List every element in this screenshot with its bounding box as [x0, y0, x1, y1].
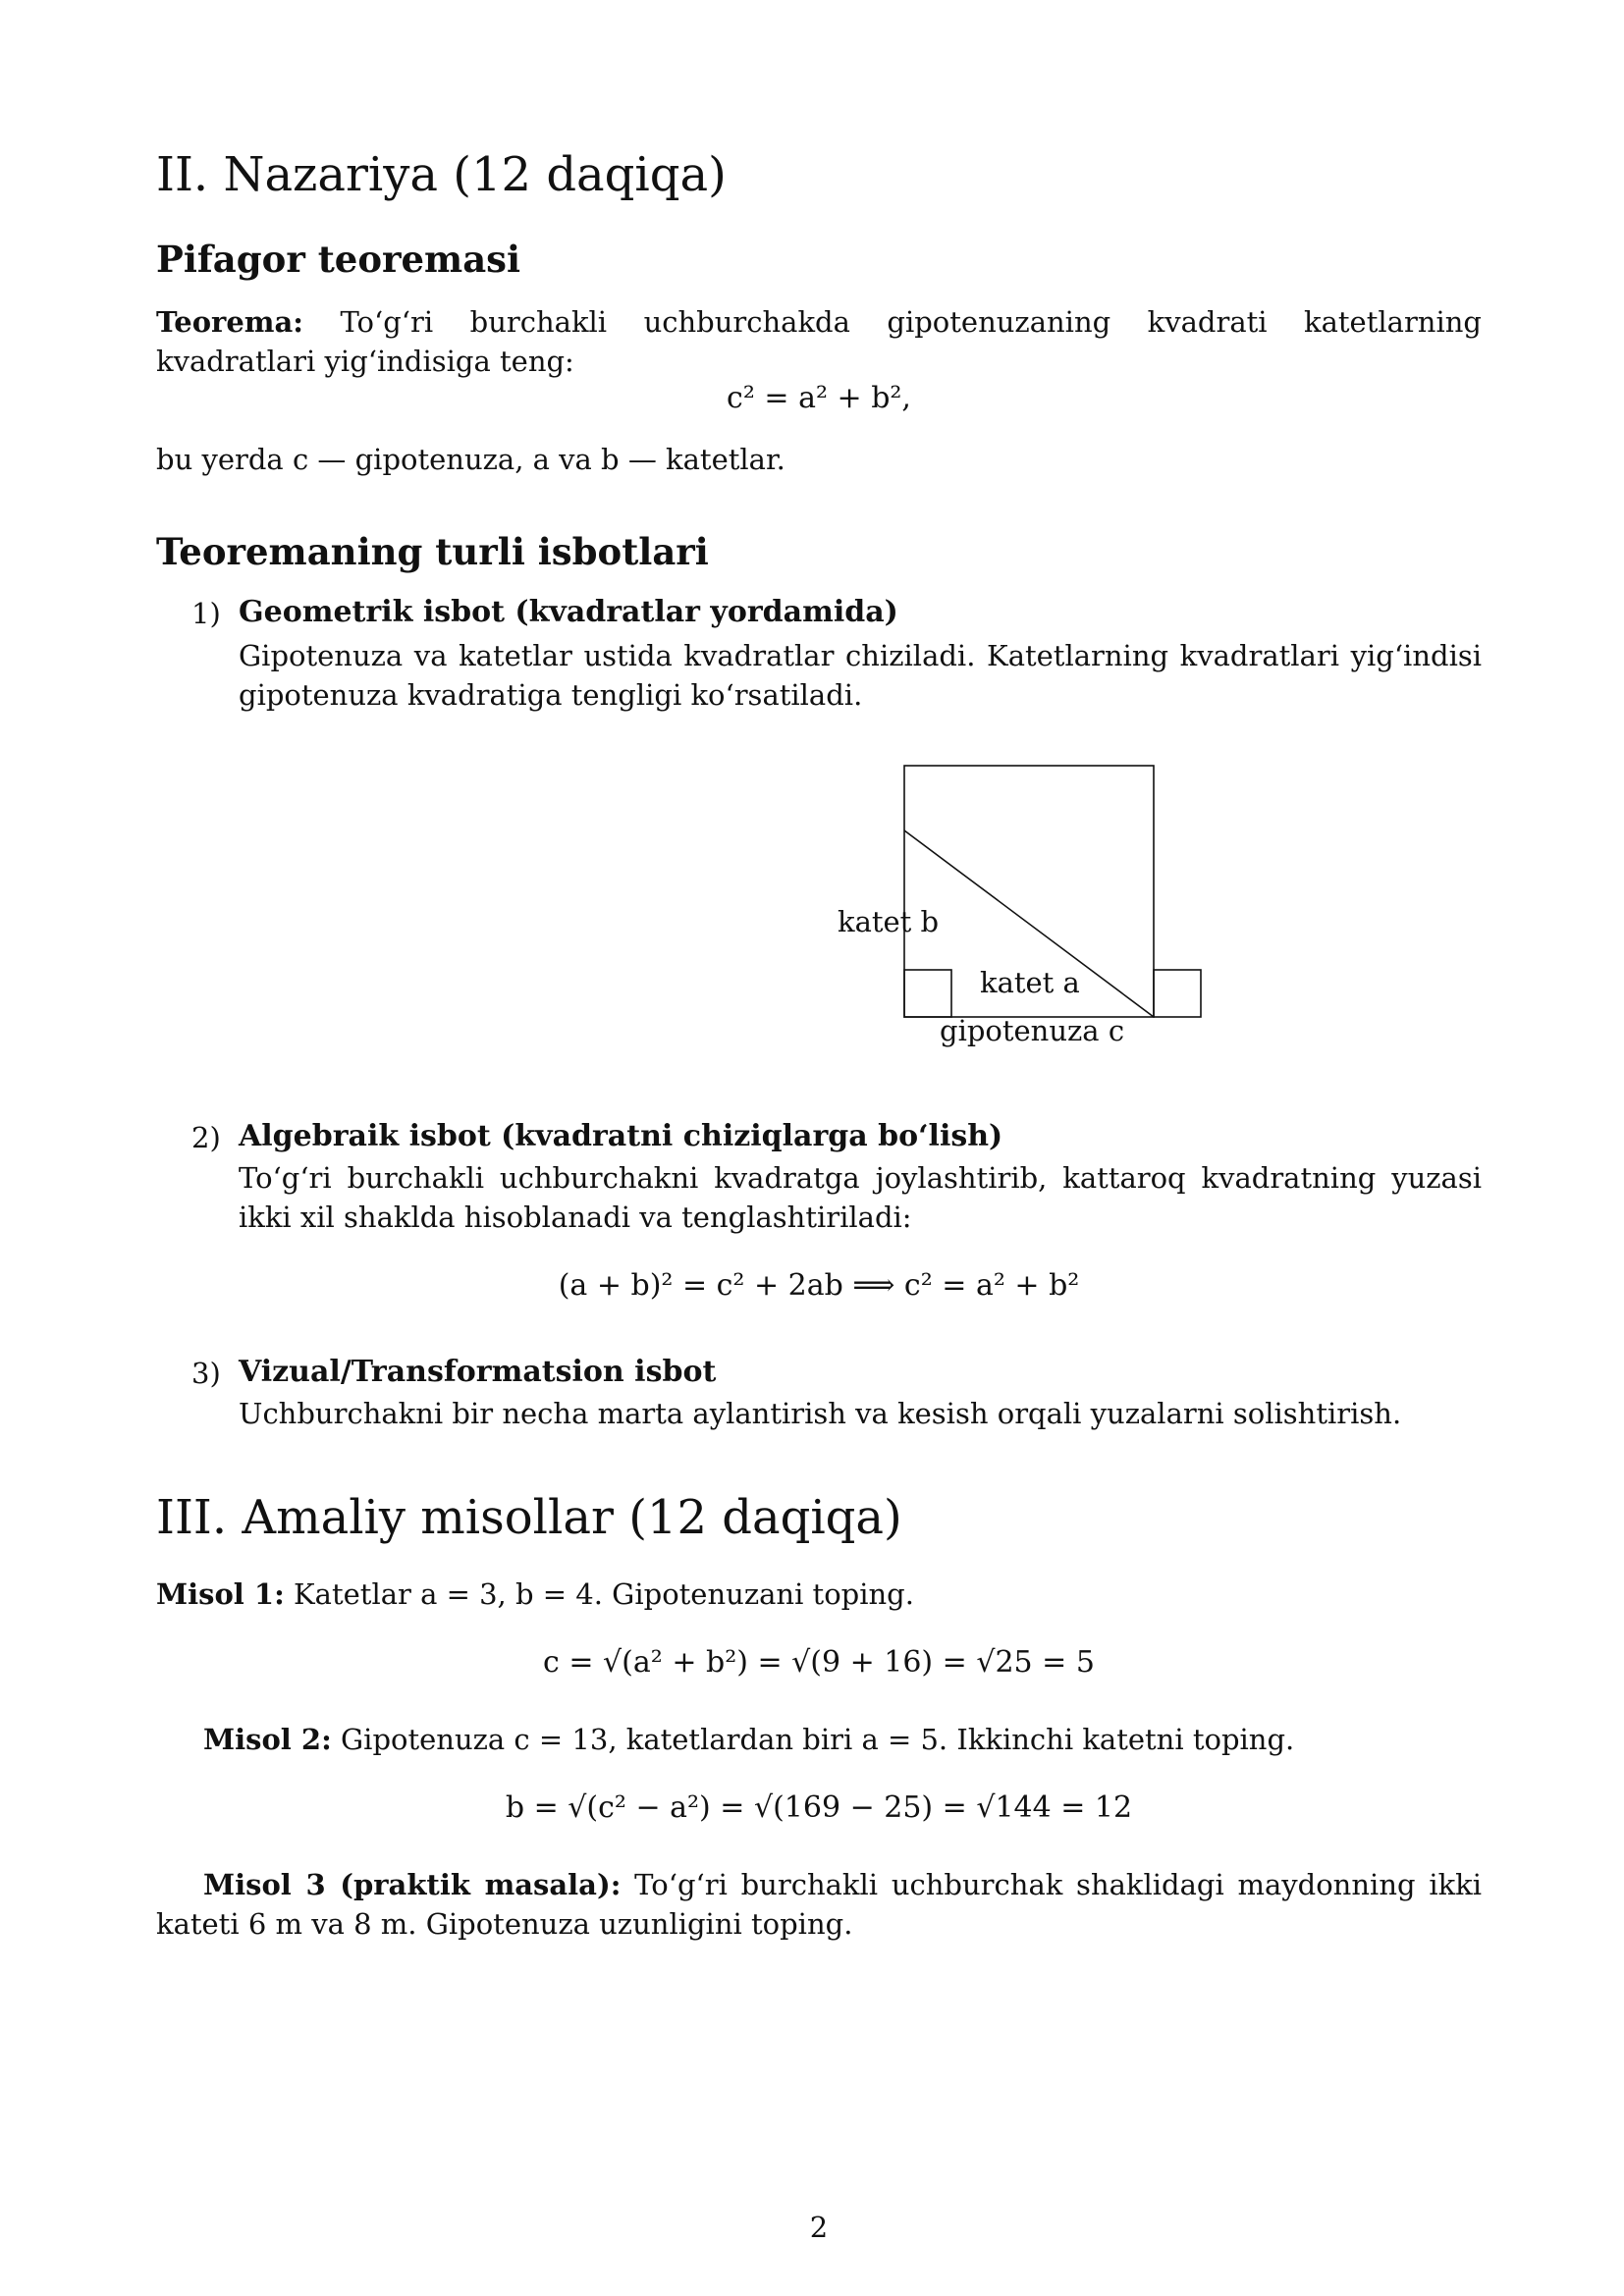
item-3-text: Uchburchakni bir necha marta aylantirish va kesish orqali yuzalarni solishtirish.: [239, 1397, 1402, 1430]
example-2-paragraph: [203, 1720, 1482, 1759]
example-3-label: Misol 3 (praktik masala):: [203, 1868, 622, 1901]
label-katet-a: katet a: [980, 966, 1080, 999]
subsection-proofs-title: Teoremaning turli isbotlari: [156, 530, 709, 573]
subsection-pythagoras-title: Pifagor teoremasi: [156, 238, 521, 281]
item-1-number: 1): [191, 597, 221, 630]
small-square-right: [1154, 970, 1201, 1017]
example-2-text: Gipotenuza c = 13, katetlardan biri a = 5. Ikkinchi katetni toping.: [341, 1723, 1295, 1756]
example-1-text: Katetlar a = 3, b = 4. Gipotenuzani toping.: [294, 1577, 914, 1611]
document-page: [156, 0, 1482, 2296]
page-number: 2: [809, 2211, 829, 2244]
item-2-number: 2): [191, 1121, 221, 1154]
item-2-title: Algebraik isbot (kvadratni chiziqlarga bo‘lish): [239, 1119, 1003, 1153]
where-paragraph: bu yerda c — gipotenuza, a va b — katetlar.: [156, 443, 785, 476]
theorem-label: Teorema:: [156, 305, 303, 339]
item-1-text: Gipotenuza va katetlar ustida kvadratlar chiziladi. Katetlarning kvadratlari yig‘indisi gipotenuza kvadratiga tengligi ko‘rsatiladi.: [239, 639, 1482, 712]
example-3-paragraph: [156, 1865, 1482, 1944]
small-square-left: [904, 970, 951, 1017]
theorem-formula: c² = a² + b²,: [727, 381, 911, 415]
item-3-title: Vizual/Transformatsion isbot: [239, 1355, 717, 1389]
theorem-paragraph: [156, 302, 1482, 381]
example-3-text: To‘g‘ri burchakli uchburchak shaklidagi maydonning ikki kateti 6 m va 8 m. Gipotenuza uzunligini toping.: [156, 1868, 1483, 1941]
section-2-title: II. Nazariya (12 daqiqa): [156, 147, 727, 202]
example-2-label: Misol 2:: [203, 1723, 332, 1756]
example-2-formula: b = √(c² − a²) = √(169 − 25) = √144 = 12: [505, 1790, 1133, 1825]
example-1-paragraph: [156, 1575, 1482, 1614]
theorem-text: To‘g‘ri burchakli uchburchakda gipotenuzaning kvadrati katetlarning kvadratlari yig‘indisiga teng:: [156, 305, 1482, 378]
section-3-title: III. Amaliy misollar (12 daqiqa): [156, 1490, 902, 1545]
pythagoras-diagram: [667, 756, 1217, 1060]
item-3-number: 3): [191, 1357, 221, 1390]
example-1-formula: c = √(a² + b²) = √(9 + 16) = √25 = 5: [543, 1645, 1095, 1680]
label-katet-b: katet b: [838, 905, 940, 938]
example-1-label: Misol 1:: [156, 1577, 285, 1611]
item-1-title: Geometrik isbot (kvadratlar yordamida): [239, 595, 898, 629]
item-2-formula: (a + b)² = c² + 2ab ⟹ c² = a² + b²: [558, 1268, 1080, 1303]
item-2-text: To‘g‘ri burchakli uchburchakni kvadratga joylashtirib, kattaroq kvadratning yuzasi ikki xil shaklda hisoblanadi va tenglashtiriladi:: [239, 1161, 1482, 1234]
label-gipotenuza-c: gipotenuza c: [940, 1014, 1125, 1047]
